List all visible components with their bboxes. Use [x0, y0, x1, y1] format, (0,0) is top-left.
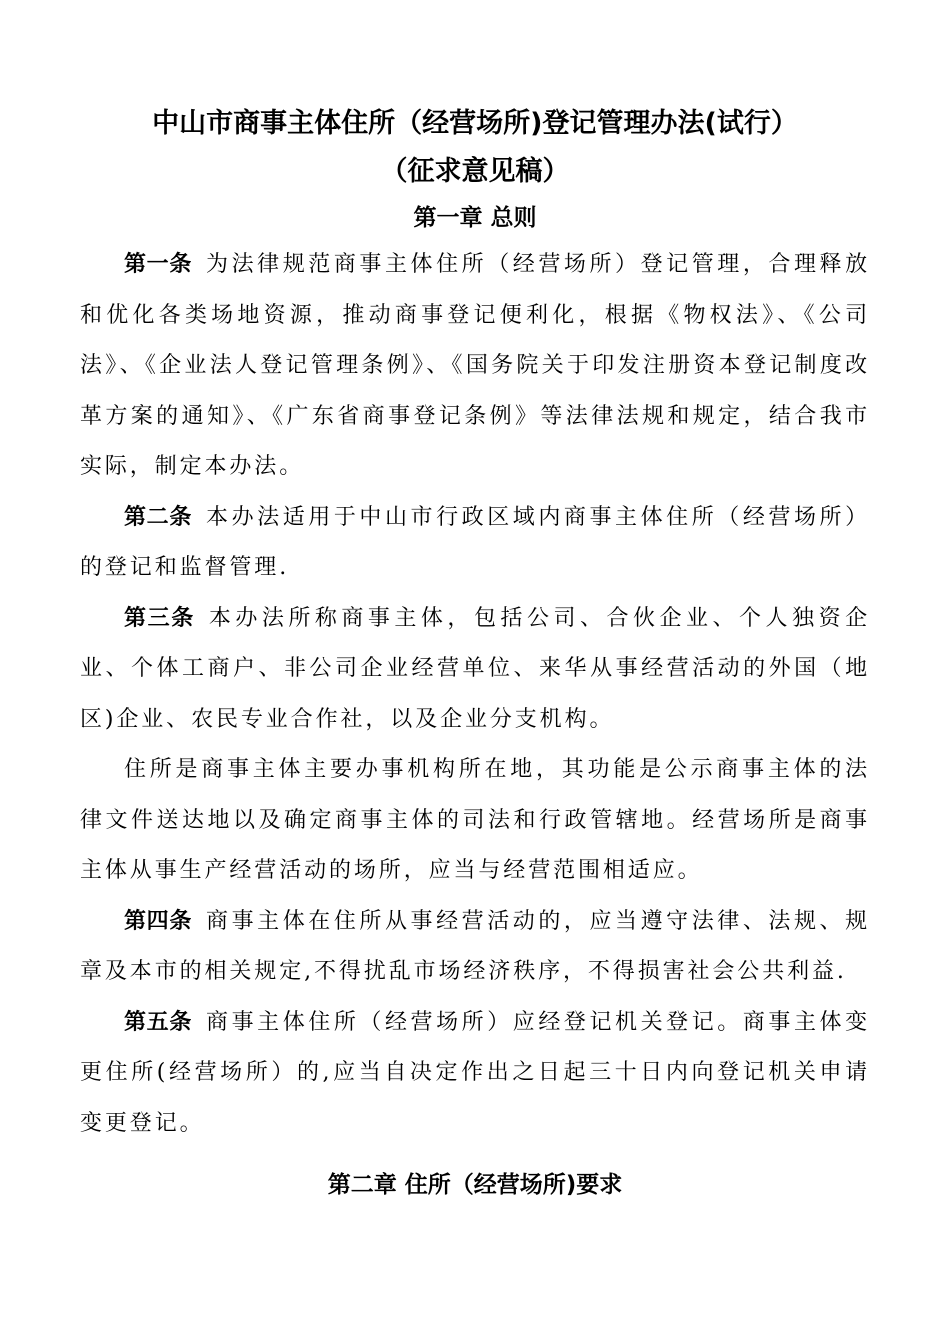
- article-1-text: 为法律规范商事主体住所（经营场所）登记管理，合理释放和优化各类场地资源，推动商事登记便利化，根据《物权法》、《公司法》、《企业法人登记管理条例》、《国务院关于印发注册资本登记制度改革方案的通知》、《广东省商事登记条例》等法律法规和规定，结合我市实际，制定本办法。: [80, 252, 870, 479]
- article-1: [80, 240, 870, 493]
- document-subtitle: （征求意见稿）: [380, 156, 570, 187]
- article-4-text: 商事主体在住所从事经营活动的，应当遵守法律、法规、规章及本市的相关规定,不得扰乱市场经济秩序，不得损害社会公共利益.: [80, 908, 870, 984]
- article-5-heading: 第五条: [124, 1009, 192, 1035]
- article-5: [80, 998, 870, 1150]
- article-5-text: 商事主体住所（经营场所）应经登记机关登记。商事主体变更住所(经营场所）的,应当自决定作出之日起三十日内向登记机关申请变更登记。: [80, 1009, 870, 1136]
- document-title: 中山市商事主体住所（经营场所)登记管理办法(试行）: [152, 108, 798, 139]
- article-1-heading: 第一条: [124, 252, 192, 277]
- document-page: [80, 100, 870, 1207]
- article-4: [80, 897, 870, 998]
- article-3-paragraph-2: [80, 745, 870, 897]
- chapter-1-heading: 第一章 总则: [413, 205, 537, 231]
- article-4-heading: 第四条: [124, 908, 192, 934]
- article-3: [80, 594, 870, 746]
- article-3-heading: 第三条: [124, 605, 195, 631]
- article-3-text: 本办法所称商事主体，包括公司、合伙企业、个人独资企业、个体工商户、非公司企业经营单位、来华从事经营活动的外国（地区)企业、农民专业合作社，以及企业分支机构。: [80, 605, 870, 732]
- article-2-text: 本办法适用于中山市行政区域内商事主体住所（经营场所）的登记和监督管理.: [80, 504, 870, 580]
- article-2-heading: 第二条: [124, 504, 192, 530]
- article-3-paragraph-2-text: 住所是商事主体主要办事机构所在地，其功能是公示商事主体的法律文件送达地以及确定商事主体的司法和行政管辖地。经营场所是商事主体从事生产经营活动的场所，应当与经营范围相适应。: [80, 757, 870, 883]
- article-2: [80, 493, 870, 594]
- chapter-2-heading: 第二章 住所（经营场所)要求: [327, 1172, 623, 1198]
